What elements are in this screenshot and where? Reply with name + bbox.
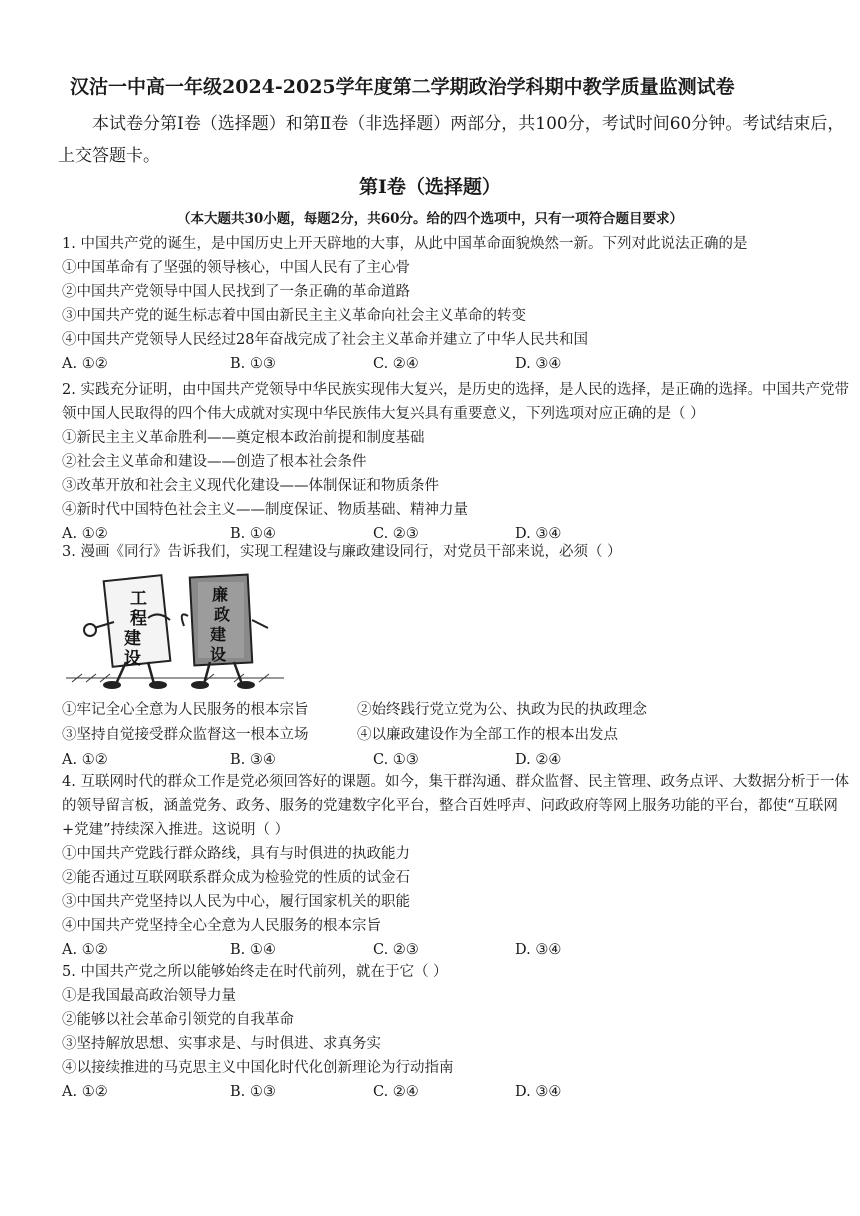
question-3-options [62, 698, 852, 772]
option-statement: ④中国共产党坚持全心全意为人民服务的根本宗旨 [62, 918, 381, 934]
right-sign-char: 设 [210, 645, 227, 664]
option-statement: ①是我国最高政治领导力量 [62, 988, 236, 1004]
option-statement: ③中国共产党的诞生标志着中国由新民主主义革命向社会主义革命的转变 [62, 308, 526, 324]
exam-title: 汉沽一中高一年级2024-2025学年度第二学期政治学科期中教学质量监测试卷 [70, 76, 735, 98]
question-4 [62, 770, 852, 962]
cartoon-illustration [64, 570, 296, 698]
right-sign-char: 廉 [212, 585, 229, 604]
choice-b: B. ①④ [230, 942, 276, 958]
left-sign-char: 工 [130, 589, 147, 609]
answer-choices [62, 1080, 852, 1104]
answer-choices [62, 748, 852, 772]
question-stem: 2. 实践充分证明，由中国共产党领导中华民族实现伟大复兴，是历史的选择，是人民的选择，是正确的选择。中国共产党带领中国人民取得的四个伟大成就对实现中华民族伟大复兴具有重要意义，下列选项对应正确的是（ ） [62, 382, 849, 422]
choice-c: C. ①③ [373, 752, 419, 768]
option-statement: ②能够以社会革命引领党的自我革命 [62, 1012, 294, 1028]
choice-a: A. ①② [62, 1084, 108, 1100]
option-row [62, 723, 852, 748]
left-figure [84, 575, 170, 689]
choice-a: A. ①② [62, 526, 108, 542]
option-statement: ③坚持解放思想、实事求是、与时俱进、求真务实 [62, 1036, 381, 1052]
section-title: 第Ⅰ卷（选择题） [359, 176, 501, 198]
section-note: （本大题共30小题，每题2分，共60分。给的四个选项中，只有一项符合题目要求） [177, 211, 683, 227]
option-statement: ③坚持自觉接受群众监督这一根本立场 [62, 727, 309, 743]
left-sign-char: 建 [124, 629, 141, 649]
choice-b: B. ①③ [230, 1084, 276, 1100]
option-row [62, 698, 852, 723]
choice-b: B. ③④ [230, 752, 276, 768]
choice-b: B. ①③ [230, 356, 276, 372]
question-stem: 4. 互联网时代的群众工作是党必须回答好的课题。如今，集干群沟通、群众监督、民主管理、政务点评、大数据分析于一体的领导留言板，涵盖党务、政务、服务的党建数字化平台，整合百姓呼声、问政政府等网上服务功能的平台，都使“互联网+党建”持续深入推进。这说明（ ） [62, 774, 849, 838]
answer-choices [62, 352, 852, 376]
right-sign-char: 建 [210, 625, 227, 644]
option-statement: ①新民主主义革命胜利——奠定根本政治前提和制度基础 [62, 430, 425, 446]
option-statement: ②始终践行党立党为公、执政为民的执政理念 [357, 702, 647, 718]
choice-d: D. ③④ [515, 942, 562, 958]
choice-d: D. ③④ [515, 1084, 562, 1100]
choice-d: D. ③④ [515, 356, 562, 372]
exam-intro: 本试卷分第Ⅰ卷（选择题）和第Ⅱ卷（非选择题）两部分，共100分，考试时间60分钟。考试结束后，上交答题卡。 [58, 114, 845, 166]
question-stem: 3. 漫画《同行》告诉我们，实现工程建设与廉政建设同行，对党员干部来说，必须（ ） [62, 544, 622, 560]
choice-c: C. ②④ [373, 356, 419, 372]
choice-c: C. ②③ [373, 526, 419, 542]
question-stem: 1. 中国共产党的诞生，是中国历史上开天辟地的大事，从此中国革命面貌焕然一新。下列对此说法正确的是 [62, 236, 748, 252]
left-sign-char: 程 [130, 609, 147, 629]
right-figure [182, 575, 268, 689]
option-statement: ④以接续推进的马克思主义中国化时代化创新理论为行动指南 [62, 1060, 454, 1076]
ground-hatching [66, 674, 284, 682]
option-statement: ①中国共产党践行群众路线，具有与时俱进的执政能力 [62, 846, 410, 862]
choice-a: A. ①② [62, 752, 108, 768]
choice-d: D. ③④ [515, 526, 562, 542]
option-statement: ④中国共产党领导人民经过28年奋战完成了社会主义革命并建立了中华人民共和国 [62, 332, 588, 348]
choice-a: A. ①② [62, 356, 108, 372]
question-stem: 5. 中国共产党之所以能够始终走在时代前列，就在于它（ ） [62, 964, 448, 980]
right-sign-char: 政 [214, 605, 231, 624]
option-statement: ③中国共产党坚持以人民为中心，履行国家机关的职能 [62, 894, 410, 910]
question-2 [62, 378, 852, 546]
question-1 [62, 232, 852, 376]
option-statement: ①牢记全心全意为人民服务的根本宗旨 [62, 702, 309, 718]
question-5 [62, 960, 852, 1104]
left-sign-char: 设 [124, 649, 141, 669]
choice-b: B. ①④ [230, 526, 276, 542]
option-statement: ④新时代中国特色社会主义——制度保证、物质基础、精神力量 [62, 502, 468, 518]
choice-d: D. ②④ [515, 752, 562, 768]
option-statement: ③改革开放和社会主义现代化建设——体制保证和物质条件 [62, 478, 439, 494]
option-statement: ④以廉政建设作为全部工作的根本出发点 [357, 727, 618, 743]
option-statement: ②社会主义革命和建设——创造了根本社会条件 [62, 454, 367, 470]
option-statement: ②中国共产党领导中国人民找到了一条正确的革命道路 [62, 284, 410, 300]
answer-choices [62, 938, 852, 962]
choice-a: A. ①② [62, 942, 108, 958]
choice-c: C. ②③ [373, 942, 419, 958]
question-3 [62, 540, 852, 564]
option-statement: ②能否通过互联网联系群众成为检验党的性质的试金石 [62, 870, 410, 886]
option-statement: ①中国革命有了坚强的领导核心，中国人民有了主心骨 [62, 260, 410, 276]
choice-c: C. ②④ [373, 1084, 419, 1100]
